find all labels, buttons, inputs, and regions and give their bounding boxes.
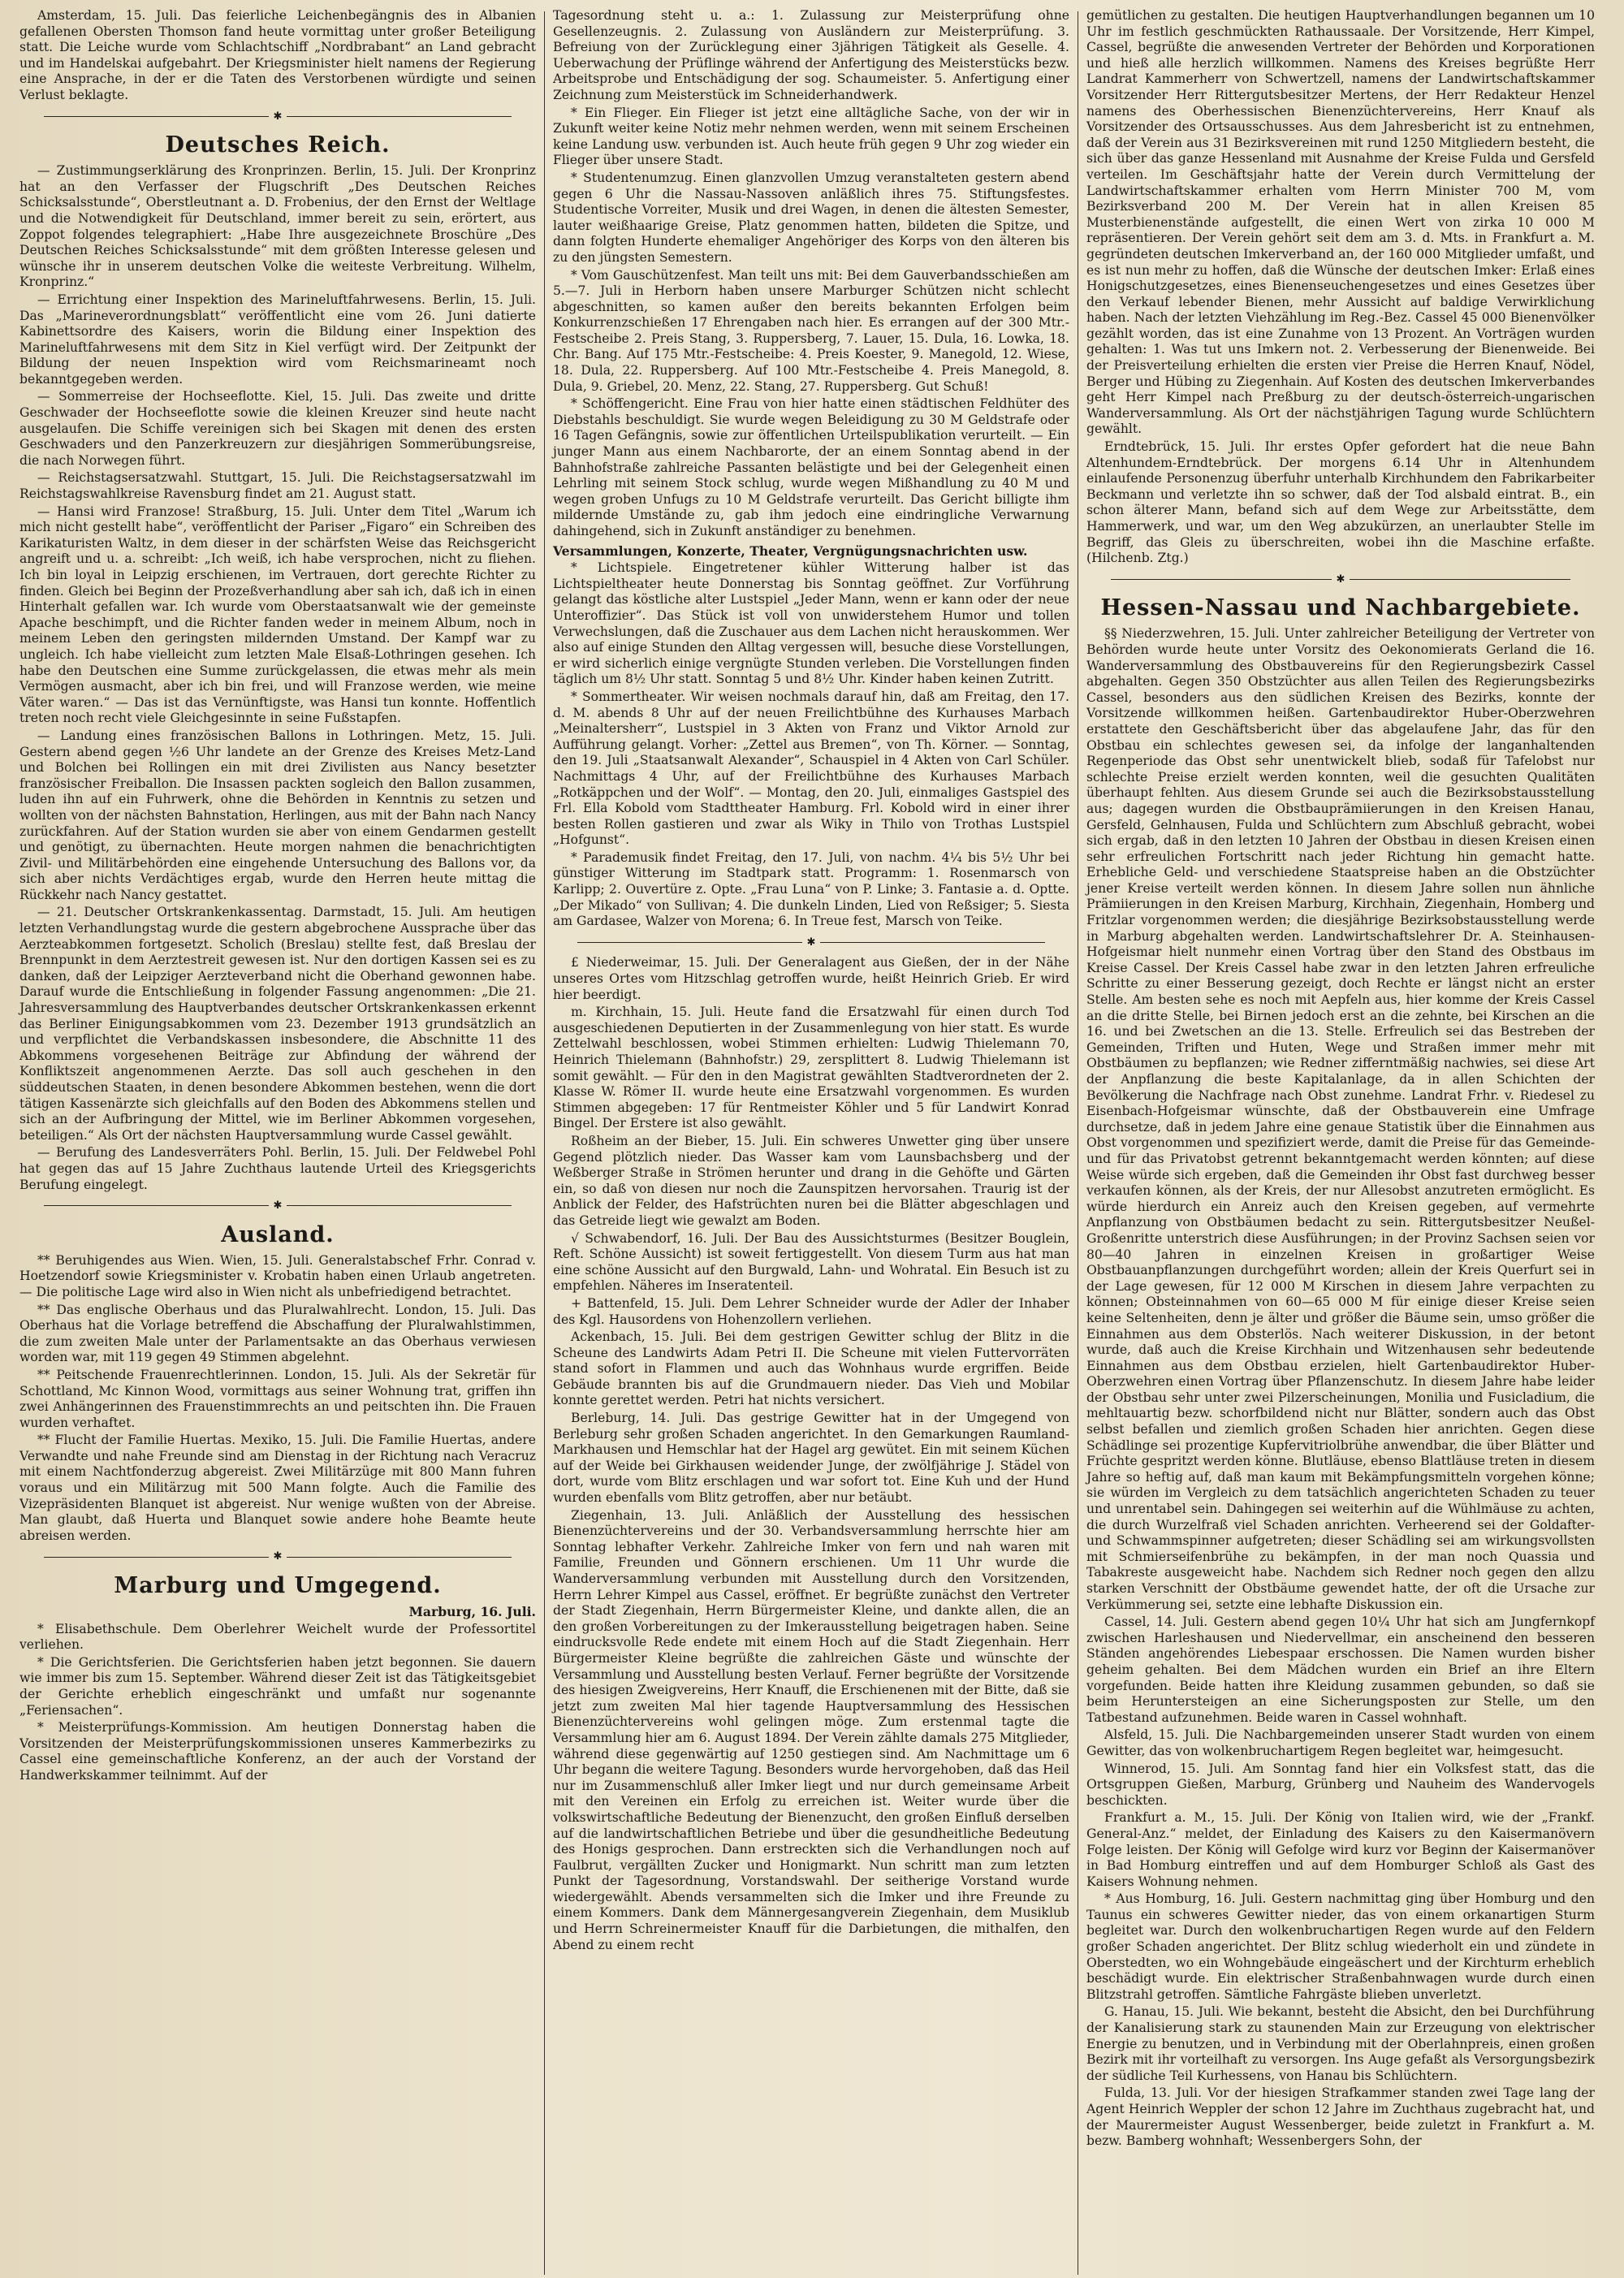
- article-alsfeld: Alsfeld, 15. Juli. Die Nachbargemeinden unserer Stadt wurden von einem Gewitter, das von wolkenbruchartigem Regen begleitet war, heimgesucht.: [1086, 1727, 1595, 1758]
- star-ornament-icon: ✱: [1336, 573, 1345, 586]
- star-ornament-icon: ✱: [806, 936, 816, 949]
- article-marineluftfahrwesen: — Errichtung einer Inspektion des Marineluftfahrwesens. Berlin, 15. Juli. Das „Marineverordnungsblatt“ veröffentlicht eine vom 26. Juni datierte Kabinettsordre des Kaisers, worin die Bildung einer Inspektion des Marineluftfahrwesens mit dem Sitz in Kiel verfügt wird. Der Zeitpunkt der Bildung der neuen Inspektion wird vom Reichsmarineamt noch bekanntgegeben werden.: [19, 292, 536, 387]
- article-huerta: ** Flucht der Familie Huertas. Mexiko, 15. Juli. Die Familie Huertas, andere Verwandte und nahe Freunde sind am Dienstag in der Richtung nach Veracruz mit einem Nachtfonderzug abgereist. Zwei Militärzüge mit 800 Mann fuhren voraus und ein Militärzug mit 500 Mann folgte. Auch die Familie des Vizepräsidenten Blanquet ist abgereist. Nur wenige wußten von der Abreise. Man glaubt, daß Huerta und Blanquet sowie andere hohe Beamte heute abreisen werden.: [19, 1433, 536, 1543]
- article-hanau: G. Hanau, 15. Juli. Wie bekannt, besteht die Absicht, den bei Durchführung der Kanalisierung stark zu staunenden Main zur Erzeugung von elektrischer Energie zu benutzen, und in Verbindung mit der Oberlahnpreis, einen großen Bezirk mit ihr vorteilhaft zu versorgen. Ins Auge gefaßt als Versorgungsbezirk der südliche Teil Kurhessens, von Hanau bis Schlüchtern.: [1086, 2004, 1595, 2083]
- article-wien: ** Beruhigendes aus Wien. Wien, 15. Juli. Generalstabschef Frhr. Conrad v. Hoetzendorf sowie Kriegsminister v. Krobatin haben einen Urlaub angetreten. — Die politische Lage wird also in Wien nicht als unbefriedigend betrachtet.: [19, 1252, 536, 1299]
- article-frankfurt: Frankfurt a. M., 15. Juli. Der König von Italien wird, wie der „Frankf. General-Anz.“ meldet, der Einladung des Kaisers zu den Kaisermanövern Folge leisten. Der König will Gefolge wird kurz vor Beginn der Kaisermanöver in Bad Homburg eintreffen und auf dem Homburger Schloß als Gast des Kaisers Wohnung nehmen.: [1086, 1810, 1595, 1889]
- article-hochseeflotte: — Sommerreise der Hochseeflotte. Kiel, 15. Juli. Das zweite und dritte Geschwader der Hochseeflotte sowie die kleinen Kreuzer sind heute nacht ausgelaufen. Die Schiffe vereinigen sich bei Skagen mit denen des ersten Geschwaders und den Panzerkreuzern zur diesjährigen Sommerübungsreise, die nach Norwegen führt.: [19, 389, 536, 468]
- section-divider: [577, 935, 1045, 951]
- section-heading-ausland: Ausland.: [221, 1221, 335, 1247]
- column-container: [11, 8, 1613, 2278]
- article-gauschuetzenfest: * Vom Gauschützenfest. Man teilt uns mit: Bei dem Gauverbandsschießen am 5.—7. Juli in Herborn haben unsere Marburger Schützen nicht schlecht abgeschnitten, so kamen außer den bereits bekannten Erfolgen beim Konkurrenzschießen 17 Ehrengaben nach hier. Es errangen auf der 300 Mtr.-Festscheibe 2. Preis Stang, 3. Ruppersberg, 7. Lauer, 15. Dula, 16. Lowka, 18. Chr. Bang. Auf 175 Mtr.-Festscheibe: 4. Preis Koester, 9. Manegold, 12. Wiese, 18. Dula, 22. Ruppersberg. Auf 100 Mtr.-Festscheibe 4. Preis Manegold, 8. Dula, 9. Griebel, 20. Menz, 22. Stang, 27. Ruppersberg. Gut Schuß!: [553, 267, 1069, 394]
- article-rossheim: Roßheim an der Bieber, 15. Juli. Ein schweres Unwetter ging über unsere Gegend plötzlich nieder. Das Wasser kam vom Launsbachsberg und der Weßberger Straße in Strömen herunter und drang in die Gehöfte und Gärten ein, so daß von diesen nur noch die Zaunspitzen hervorsahen. Traurig ist der Anblick der Felder, des Hafstrüchten nuren bei die Blätter abgeschlagen und das Getreide liegt wie gewalzt am Boden.: [553, 1133, 1069, 1228]
- article-parademusik: * Parademusik findet Freitag, den 17. Juli, von nachm. 4¼ bis 5½ Uhr bei günstiger Witterung im Stadtpark statt. Programm: 1. Rosenmarsch von Karlipp; 2. Ouvertüre z. Opte. „Frau Luna“ von P. Linke; 3. Fantasie a. d. Optte. „Der Mikado“ von Sullivan; 4. Die dunkeln Linden, Lied von Reßsiger; 5. Siesta am Gardasee, Walzer von Morena; 6. In Treue fest, Marsch von Teike.: [553, 849, 1069, 929]
- article-reichstagsersatzwahl: — Reichstagsersatzwahl. Stuttgart, 15. Juli. Die Reichstagsersatzwahl im Reichstagswahlkreise Ravensburg findet am 21. August statt.: [19, 470, 536, 502]
- article-homburg: * Aus Homburg, 16. Juli. Gestern nachmittag ging über Homburg und den Taunus ein schweres Gewitter nieder, das von einem orkanartigen Sturm begleitet war. Durch den wolkenbruchartigen Regen wurde auf den Feldern großer Schaden angerichtet. Der Blitz schlug wiederholt ein und zündete in Oberstedten, wo ein Wohngebäude eingeäschert und der Kirchturm erheblich beschädigt wurde. Ein elektrischer Straßenbahnwagen wurde durch einen Blitzstrahl getroffen. Sämtliche Fahrgäste blieben unverletzt.: [1086, 1891, 1595, 2002]
- article-gerichtsferien: * Die Gerichtsferien. Die Gerichtsferien haben jetzt begonnen. Sie dauern wie immer bis zum 15. September. Während dieser Zeit ist das Tätigkeitsgebiet der Gerichte erheblich eingeschränkt und umfaßt nur sogenannte „Feriensachen“.: [19, 1654, 536, 1718]
- article-schwabendorf: √ Schwabendorf, 16. Juli. Der Bau des Aussichtsturmes (Besitzer Bouglein, Reft. Schöne Aussicht) ist soweit fertiggestellt. Von diesem Turm aus hat man eine schöne Aussicht auf den Burgwald, Lahn- und Wohratal. Ein Besuch ist zu empfehlen. Näheres im Inseratenteil.: [553, 1230, 1069, 1294]
- star-ornament-icon: ✱: [273, 1200, 283, 1212]
- column-3: [1078, 8, 1611, 2278]
- article-winnerod: Winnerod, 15. Juli. Am Sonntag fand hier ein Volksfest statt, das die Ortsgruppen Gießen, Marburg, Grünberg und Nauheim des Wandervogels beschickten.: [1086, 1761, 1595, 1808]
- star-ornament-icon: ✱: [273, 1550, 283, 1563]
- column-2: [545, 8, 1078, 2278]
- article-meisterpruefung: * Meisterprüfungs-Kommission. Am heutigen Donnerstag haben die Vorsitzenden der Meisterprüfungskommissionen unseres Kammerbezirks zu Cassel eine gemeinschaftliche Konferenz, an der auch der Vorstand der Handwerkskammer teilnimmt. Auf der: [19, 1720, 536, 1783]
- article-tagesordnung: Tagesordnung steht u. a.: 1. Zulassung zur Meisterprüfung ohne Gesellenzeugnis. 2. Zulassung von Ausländern zur Meisterprüfung. 3. Befreiung von der Zurücklegung einer 3jährigen Tätigkeit als Geselle. 4. Ueberwachung der Prüflinge während der Anfertigung des Meisterstücks bezw. Arbeitsprobe und Entschädigung der sog. Schaumeister. 5. Anfertigung einer Zeichnung zum Meisterstück im Schneiderhandwerk.: [553, 8, 1069, 102]
- article-kirchhain: m. Kirchhain, 15. Juli. Heute fand die Ersatzwahl für einen durch Tod ausgeschiedenen Deputierten in der Zusammenlegung von hier statt. Es wurde Zettelwahl beschlossen, wobei Stimmen erhielten: Ludwig Thielemann 70, Heinrich Thielemann (Bahnhofstr.) 29, zersplittert 8. Ludwig Thielemann ist somit gewählt. — Für den in den Magistrat gewählten Stadtverordneten der 2. Klasse W. Römer II. wurde heute eine Ersatzwahl vorgenommen. Es wurden Stimmen abgegeben: 17 für Rentmeister Köhler und 5 für Landwirt Konrad Bingel. Der Erstere ist also gewählt.: [553, 1005, 1069, 1131]
- section-heading-marburg: Marburg und Umgegend.: [114, 1573, 442, 1599]
- article-niederweimar: £ Niederweimar, 15. Juli. Der Generalagent aus Gießen, der in der Nähe unseres Ortes vom Hitzschlag getroffen wurde, heißt Heinrich Grieb. Er wird hier beerdigt.: [553, 955, 1069, 1002]
- article-amsterdam: Amsterdam, 15. Juli. Das feierliche Leichenbegängnis des in Albanien gefallenen Obersten Thomson fand heute vormittag unter großer Beteiligung statt. Die Leiche wurde vom Schlachtschiff „Nordbrabant“ an Land gebracht und im Handelskai aufgebahrt. Der Kriegsminister hielt namens der Regierung eine Ansprache, in der er die Taten des Verstorbenen würdigte und seinen Verlust beklagte.: [19, 8, 536, 102]
- star-ornament-icon: ✱: [273, 110, 283, 123]
- article-oberhaus: ** Das englische Oberhaus und das Pluralwahlrecht. London, 15. Juli. Das Oberhaus hat die Vorlage betreffend die Abschaffung der Pluralwahlstimmen, die zum zweiten Male unter der Parlamentsakte an das Oberhaus verwiesen worden war, mit 119 gegen 49 Stimmen abgelehnt.: [19, 1302, 536, 1365]
- article-battenfeld: + Battenfeld, 15. Juli. Dem Lehrer Schneider wurde der Adler der Inhaber des Kgl. Hausordens von Hohenzollern verliehen.: [553, 1295, 1069, 1327]
- article-frauenrechtlerinnen: ** Peitschende Frauenrechtlerinnen. London, 15. Juli. Als der Sekretär für Schottland, Mc Kinnon Wood, vormittags aus seiner Wohnung trat, griffen ihn zwei Anhängerinnen des Frauenstimmrechts an und peitschten ihn. Die Frauen wurden verhaftet.: [19, 1367, 536, 1430]
- article-ballon: — Landung eines französischen Ballons in Lothringen. Metz, 15. Juli. Gestern abend gegen ½6 Uhr landete an der Grenze des Kreises Metz-Land und Bolchen bei Rollingen ein mit drei Zivilisten aus Nancy besetzter französischer Freiballon. Die Insassen packten sogleich den Ballon zusammen, luden ihn auf ein Fuhrwerk, ohne die Behörden in Kenntnis zu setzen und wollten von der nächsten Bahnstation, Herlingen, aus mit der Bahn nach Nancy zurückfahren. Auf der Station wurden sie aber von einem Gendarmen gestellt und genötigt, zu übernachten. Heute morgen nahmen die benachrichtigten Zivil- und Militärbehörden eine eingehende Untersuchung des Ballons vor, da sich aber nichts Verdächtiges ergab, wurde den Herren heute mittag die Rückkehr nach Nancy gestattet.: [19, 728, 536, 902]
- article-erndtebrueck: Erndtebrück, 15. Juli. Ihr erstes Opfer gefordert hat die neue Bahn Altenhundem-Erndtebrück. Der morgens 6.14 Uhr in Altenhundem einlaufende Personenzug überfuhr unterhalb Kirchhundem den Fabrikarbeiter Beckmann und verletzte ihn so schwer, daß der Tod alsbald eintrat. B., ein schon älterer Mann, befand sich auf dem Wege zur Arbeitsstätte, dem Hammerwerk, und war, um den Weg abzukürzen, an unerlaubter Stelle im Begriff, das Gleis zu überschreiten, wobei ihn die Maschine erfaßte. (Hilchenb. Ztg.): [1086, 439, 1595, 566]
- article-lichtspiele: * Lichtspiele. Eingetretener kühler Witterung halber ist das Lichtspieltheater heute Donnerstag bis Sonntag geöffnet. Zur Vorführung gelangt das köstliche alter Lustspiel „Jeder Mann, wenn er kann oder der neue Unteroffizier“. Das Stück ist voll von unwiderstehem Humor und tollen Verwechslungen, daß die Zuschauer aus dem Lachen nicht herauskommen. Wer also auf einige Stunden den Alltag vergessen will, besuche diese Vorstellungen, er wird sicherlich einige vergnügte Stunden verleben. Die Vorstellungen finden täglich um 8½ Uhr statt. Sonntag 5 und 8½ Uhr. Kinder haben keinen Zutritt.: [553, 560, 1069, 687]
- article-ziegenhain: Ziegenhain, 13. Juli. Anläßlich der Ausstellung des hessischen Bienenzüchtervereins und der 30. Verbandsversammlung herrschte hier am Sonntag lebhafter Verkehr. Zahlreiche Imker von fern und nah waren mit Familie, Freunden und Gönnern erschienen. Um 11 Uhr wurde die Wanderversammlung verbunden mit Ausstellung durch den Vorsitzenden, Herrn Lehrer Kimpel aus Cassel, eröffnet. Er begrüßte zunächst den Vertreter der Stadt Ziegenhain, Herrn Bürgermeister Kleine, und dankte allen, die an den großen Vorbereitungen zu der Imkerausstellung beigetragen haben. Seine eindrucksvolle Rede endete mit einem Hoch auf die Stadt Ziegenhain. Herr Bürgermeister Kleine begrüßte die zahlreichen Gäste und wünschte der Versammlung und Ausstellung besten Verlauf. Ferner begrüßte der Vorsitzende des hiesigen Zweigvereins, Herr Knauff, die Erschienenen mit der Bitte, daß sie jetzt zum zweiten Mal hier tagende Hauptversammlung des Hessischen Bienenzüchtervereins wohl gelingen möge. Zum erstenmal tagte die Versammlung hier am 6. August 1894. Der Verein zählte damals 275 Mitglieder, während diese gegenwärtig auf 1250 gestiegen sind. Am Nachmittage um 6 Uhr begann die weitere Tagung. Besonders wurde hervorgehoben, daß das Heil nur im Zusammenschluß aller Imker liegt und nur durch gemeinsame Arbeit mit den Vereinen ein Erfolg zu erreichen ist. Weiter wurde über die volkswirtschaftliche Bedeutung der Bienenzucht, den großen Einfluß derselben auf die landwirtschaftlichen Betriebe und über die gesundheitliche Bedeutung des Honigs gesprochen. Dann erstreckten sich die Verhandlungen noch auf Faulbrut, vergällten Zucker und Honigmarkt. Nun schritt man zum letzten Punkt der Tagesordnung, Vorstandswahl. Der seitherige Vorstand wurde wiedergewählt. Abends versammelten sich die Imker und ihre Freunde zu einem Kommers. Dank dem Männergesangverein Ziegenhain, dem Musiklub und Herrn Schreinermeister Knauff für die Darbietungen, die mithalfen, den Abend zu einem recht: [553, 1507, 1069, 1952]
- section-divider: [1111, 572, 1570, 588]
- section-divider: [44, 109, 512, 125]
- article-kronprinz: — Zustimmungserklärung des Kronprinzen. Berlin, 15. Juli. Der Kronprinz hat an den Verfasser der Flugschrift „Des Deutschen Reiches Schicksalsstunde“, Oberstleutnant a. D. Frobenius, der den Ernst der Weltlage und die Notwendigkeit für Deutschland, immer bereit zu sein, erörtert, aus Zoppot folgendes telegraphiert: „Habe Ihre ausgezeichnete Broschüre „Des Deutschen Reiches Schicksalsstunde“ mit dem größten Interesse gelesen und wünsche ihr in unserem deutschen Volke die weiteste Verbreitung. Wilhelm, Kronprinz.“: [19, 163, 536, 290]
- article-pohl: — Berufung des Landesverräters Pohl. Berlin, 15. Juli. Der Feldwebel Pohl hat gegen das auf 15 Jahre Zuchthaus lautende Urteil des Kriegsgerichts Berufung eingelegt.: [19, 1145, 536, 1192]
- article-flieger: * Ein Flieger. Ein Flieger ist jetzt eine alltägliche Sache, von der wir in Zukunft weiter keine Notiz mehr nehmen werden, wenn mit seinem Erscheinen keine Landung usw. verbunden ist. Auch heute früh gegen 9 Uhr zog wieder ein Flieger über unsere Stadt.: [553, 105, 1069, 168]
- section-heading-hessen-nassau: Hessen-Nassau und Nachbargebiete.: [1100, 595, 1581, 621]
- section-divider: [44, 1549, 512, 1565]
- article-fulda: Fulda, 13. Juli. Vor der hiesigen Strafkammer standen zwei Tage lang der Agent Heinrich Weppler der schon 12 Jahre im Zuchthaus zugebracht hat, und der Maurermeister August Wessenberger, beide zuletzt in Frankfurt a. M. bezw. Bamberg wohnhaft; Wessenbergers Sohn, der: [1086, 2086, 1595, 2149]
- article-hansi: — Hansi wird Franzose! Straßburg, 15. Juli. Unter dem Titel „Warum ich mich nicht gestellt habe“, veröffentlicht der Pariser „Figaro“ ein Schreiben des Karikaturisten Waltz, in dem dieser in der schärfsten Weise das Reichsgericht angreift und u. a. schreibt: „Ich weiß, ich habe versprochen, nicht zu fliehen. Ich bin loyal in Leipzig erschienen, im Vertrauen, dort gerechte Richter zu finden. Gleich bei Beginn der Prozeßverhandlung aber sah ich, daß ich in einen Hinterhalt gefallen war. Ich wurde vom Oberstaatsanwalt wie der gemeinste Apache beschimpft, und die Richter fanden weder in meinem Album, noch in meinem Leben den geringsten mildernden Umstand. Der Kampf war zu ungleich. Ich habe vielleicht zum letzten Male Elsaß-Lothringen gesehen. Ich habe den Deutschen eine Summe zurückgelassen, die etwas mehr als mein Vermögen ausmacht, aber ich bin frei, und will Franzose werden, wie meine Väter waren.“ — Das ist das Vernünftigste, was Hansi tun konnte. Hoffentlich treten noch recht viele Gleichgesinnte in seine Fußstapfen.: [19, 504, 536, 726]
- article-berleburg: Berleburg, 14. Juli. Das gestrige Gewitter hat in der Umgegend von Berleburg sehr großen Schaden angerichtet. In den Gemarkungen Raumland-Markhausen und Hemschlar hat der Hagel arg gewütet. Ein mit seinem Küchen auf der Weide bei Girkhausen weidender Junge, der zwölfjährige J. Städel von dort, wurde vom Blitz erschlagen und war sofort tot. Eine Kuh und der Hund wurden ebenfalls vom Blitz getroffen, aber nur betäubt.: [553, 1411, 1069, 1506]
- dateline-marburg: Marburg, 16. Juli.: [408, 1604, 536, 1620]
- article-elisabethschule: * Elisabethschule. Dem Oberlehrer Weichelt wurde der Professortitel verliehen.: [19, 1621, 536, 1653]
- section-heading-deutsches-reich: Deutsches Reich.: [165, 132, 391, 158]
- article-ziegenhain-continued: gemütlichen zu gestalten. Die heutigen Hauptverhandlungen begannen um 10 Uhr im festlich geschmückten Rathaussaale. Der Vorsitzende, Herr Kimpel, Cassel, begrüßte die anwesenden Vertreter der Behörden und Korporationen und hieß alle herzlich willkommen. Namens des Kreises begrüßte Herr Landrat Kammerherr von Schwertzell, namens der Landwirtschaftskammer Vorsitzender Herr Rittergutsbesitzer Mertens, der Herr Redakteur Henzel namens des Oberhessischen Bienenzüchtervereins, Herr Knauf als Vorsitzender des Ortsausschusses. Aus dem Jahresbericht ist zu entnehmen, daß der Verein aus 31 Bezirksvereinen mit rund 1250 Mitgliedern besteht, die sich über das ganze Hessenland mit Ausnahme der Kreise Fulda und Gersfeld verteilen. Im Geschäftsjahr hatte der Verein durch Vermittelung der Landwirtschaftskammer erhalten vom Herrn Minister 700 M, vom Bezirksverband 200 M. Der Verein hat in allen Kreisen 85 Musterbienenstände aufgestellt, die einen Wert von zirka 10 000 M repräsentieren. Der Verein gehört seit dem am 3. d. Mts. in Frankfurt a. M. gegründeten deutschen Imkerverband an, der 160 000 Mitglieder umfaßt, und es ist nun mehr zu hoffen, daß die Wünsche der deutschen Imker: Erlaß eines Honigschutzgesetzes, eines Bienenseuchengesetzes und eines Gesetzes über den Verkauf lebender Bienen, mehr Aussicht auf baldige Verwirklichung haben. Nach der letzten Viehzählung im Reg.-Bez. Cassel 45 000 Bienenvölker gezählt worden, das ist eine Zunahme von 13 Prozent. An Vorträgen wurden gehalten: 1. Was tut uns Imkern not. 2. Verbesserung der Bienenweide. Bei der Preisverteilung erhielten die ersten vier Preise die Herren Knauf, Nödel, Berger und Hübing zu Ziegenhain. Auf Kosten des deutschen Imkerverbandes geht Herr Kimpel nach Preßburg zu der deutsch-österreich-ungarischen Wanderversammlung. Als Ort der nächstjährigen Tagung wurde Schlüchtern gewählt.: [1086, 8, 1595, 437]
- article-cassel: Cassel, 14. Juli. Gestern abend gegen 10¼ Uhr hat sich am Jungfernkopf zwischen Harleshausen und Niedervellmar, ein anscheinend den besseren Ständen angehörendes Liebespaar erschossen. Die Namen wurden bisher geheim gehalten. Bei dem Mädchen wurden ein Brief an ihre Eltern vorgefunden. Beide hatten ihre Kleidung zusammen gebunden, so daß sie beim Heruntersteigen an eine Sicherungsposten zur Stelle, um den Tatbestand aufzunehmen. Beide waren in Cassel wohnhaft.: [1086, 1614, 1595, 1725]
- article-niederzwehren: §§ Niederzwehren, 15. Juli. Unter zahlreicher Beteiligung der Vertreter von Behörden wurde heute unter Vorsitz des Oekonomierats Gerland die 16. Wanderversammlung des Obstbauvereins für den Regierungsbezirk Cassel abgehalten. Gegen 350 Obstzüchter aus allen Teilen des Regierungsbezirks Cassel, besonders aus den südlichen Kreisen des Bezirks, konnte der Vorsitzende willkommen heißen. Gartenbaudirektor Huber-Oberzwehren erstattete den Geschäftsbericht über das abgelaufene Jahr, das für den Obstbau ein schlechtes gewesen sei, da infolge der langanhaltenden Regenperiode das Obst sehr unentwickelt blieb, sodaß für Tafelobst nur schlechte Preise erzielt werden konnten, weil die gesuchten Qualitäten überhaupt fehlten. Aus diesem Grunde sei auch die Bezirksobstausstellung aus; dagegen wurden die Obstbauprämiierungen in den Kreisen Hanau, Gersfeld, Gelnhausen, Fulda und Schlüchtern zum Abschluß gebracht, wobei sich ergab, daß in den letzten 10 Jahren der Obstbau in diesen Kreisen einen sehr erfreulichen Fortschritt nach jeder Richtung hin gemacht hatte. Erhebliche Geld- und verschiedene Staatspreise haben an die Obstzüchter jener Kreise verteilt werden können. In diesem Jahre sollen nun ähnliche Prämiierungen in den Kreisen Marburg, Kirchhain, Ziegenhain, Homberg und Fritzlar vorgenommen werden; die diesjährige Bezirksobstausstellung werde in Marburg abgehalten werden. Landwirtschaftslehrer Dr. A. Steinhausen-Hofgeismar hielt nunmehr einen Vortrag über den Stand des Obstbaus im Kreise Cassel. Der Kreis Cassel habe zwar in den letzten Jahren erfreuliche Schritte zu einer Besserung gezeigt, doch Rechte er längst nicht an erster Stelle. Am besten sehe es noch mit Aepfeln aus, hier komme der Kreis Cassel an die dritte Stelle, bei Birnen jedoch erst an die zehnte, bei Kirschen an die 16. und bei Zwetschen an die 13. Stelle. Erfreulich sei das Bestreben der Gemeinden, Triften und Huten, Wege und Straßen immer mehr mit Obstbäumen zu bepflanzen; wie Redner zifferntmäßig nachwies, sei diese Art der Anpflanzung die beste Kapitalanlage, da in allen Schichten der Bevölkerung die Nachfrage nach Obst zunehme. Landrat Frhr. v. Riedesel zu Eisenbach-Hofgeismar wünschte, daß der Obstbauverein eine Umfrage durchsetze, daß in jedem Jahre eine genaue Statistik über die Einnahmen aus Obst vorgenommen und spezifiziert werde, damit die Preise für das Gemeinde- und für das Privatobst getrennt bekanntgemacht werden könnten; auf diese Weise würde sich ergeben, daß die Gemeinden ihr Obst fast durchweg besser verkaufen können, als der Kreis, der nur Allesobst anzutreten ermöglicht. Es würde hierdurch ein Anreiz auch den Kreisen gegeben, auf vermehrte Anpflanzung von Obstbäumen bedacht zu sein. Rittergutsbesitzer Neußel-Großenritte unterstrich diese Ausführungen; in der Provinz Sachsen seien vor 80—40 Jahren in einzelnen Kreisen in großartiger Weise Obstbauanpflanzungen durchgeführt worden; allein der Kreis Querfurt sei in der Lage gewesen, für 12 000 M Kirschen in diesem Jahre verpachten zu können; Obsteinnahmen von 60—65 000 M für einige dieser Kreise seien keine Seltenheiten, denn je älter und größer die Bäume sein, umso größer die Einnahmen aus dem Obsterlös. Nach weiterer Diskussion, in der betont wurde, daß auch die Kreise Kirchhain und Witzenhausen sehr bedeutende Einnahmen aus dem Obstbau erzielen, hielt Gartenbaudirektor Huber-Oberzwehren einen Vortrag über Pflanzenschutz. In diesem Jahre habe leider der Obstbau sehr unter zwei Pilzerscheinungen, Monilia und Fusicladium, die mehltauartig bezw. schorfbildend nicht nur Blätter, sondern auch das Obst selbst befallen und ziemlich großen Schaden hier anrichten. Gegen diese Schädlinge sei prozentige Kupfervitriolbrühe anwendbar, die über Blätter und Früchte gespritzt werden könne. Blutläuse, ebenso Blattläuse treten in diesem Jahre so heftig auf, daß man kaum mit Bekämpfungsmitteln vorgehen könne; sie würden im Vergleich zu dem tatsächlich angerichteten Schaden zu teuer und unrentabel sein. Dahingegen sei weiterhin auf die Wühlmäuse zu achten, die durch Wurzelfraß viel Schaden anrichten. Verheerend sei der Goldafter- und Schwammspinner aufgetreten; dieser Schädling sei am wirkungsvollsten mit Schmierseifenbrühe zu bekämpfen, in der man noch Quassia und Tabakreste ausgeweicht habe. Nachdem sich Redner noch gegen den allzu starken Verschnitt der Obstbäume gewendet hatte, der oft die Ursache zur Verkümmerung sei, setzte eine lebhafte Diskussion ein.: [1086, 626, 1595, 1612]
- article-ortskrankenkassentag: — 21. Deutscher Ortskrankenkassentag. Darmstadt, 15. Juli. Am heutigen letzten Verhandlungstag wurde die gestern abgebrochene Aussprache über das Aerzteabkommen fortgesetzt. Scholich (Breslau) stellte fest, daß Breslau der Brennpunkt in dem Aerztestreit gewesen ist. Nur den dortigen Kassen sei es zu danken, daß der Leipziger Aerzteverband nicht die Oberhand gewonnen habe. Darauf wurde die Entschließung in folgender Fassung angenommen: „Die 21. Jahresversammlung des Hauptverbandes deutscher Ortskrankenkassen erkennt das Berliner Einigungsabkommen vom 23. Dezember 1913 grundsätzlich an und verpflichtet die Verbandskassen insbesondere, die Abschnitte 11 des Abkommens vorgesehenen Beiträge zur Abfindung der während der Konfliktszeit angenommenen Aerzte. Das soll auch geschehen in den süddeutschen Staaten, in denen besondere Abkommen bestehen, wenn die dort tätigen Kassenärzte sich gleichfalls auf den Boden des Abkommens stellen und sich an der Aufbringung der Mittel, wie im Berliner Abkommen vorgesehen, beteiligen.“ Als Ort der nächsten Hauptversammlung wurde Cassel gewählt.: [19, 905, 536, 1143]
- column-1: [11, 8, 544, 2278]
- article-ackenbach: Ackenbach, 15. Juli. Bei dem gestrigen Gewitter schlug der Blitz in die Scheune des Landwirts Adam Petri II. Die Scheune mit vielen Futtervorräten stand sofort in Flammen und auch das Wohnhaus wurde ergriffen. Beide Gebäude brannten bis auf die Grundmauern nieder. Das Vieh und Mobilar konnte gerettet werden. Petri hat nichts versichert.: [553, 1329, 1069, 1408]
- article-sommertheater: * Sommertheater. Wir weisen nochmals darauf hin, daß am Freitag, den 17. d. M. abends 8 Uhr auf der neuen Freilichtbühne des Kurhauses Marbach „Meinaltersherr“, Lustspiel in 3 Akten von Franz und Viktor Arnold zur Aufführung gelangt. Vorher: „Zettel aus Bremen“, von Th. Körner. — Sonntag, den 19. Juli „Staatsanwalt Alexander“, Schauspiel in 4 Akten von Carl Schüler. Nachmittags 4 Uhr, auf der Freilichtbühne des Kurhauses Marbach „Rotkäppchen und der Wolf“. — Montag, den 20. Juli, einmaliges Gastspiel des Frl. Ella Kobold vom Stadttheater Hamburg. Frl. Kobold wird in einer ihrer besten Rollen gastieren und zwar als Wiky in Thilo von Trothas Lustspiel „Hofgunst“.: [553, 689, 1069, 848]
- article-studentenumzug: * Studentenumzug. Einen glanzvollen Umzug veranstalteten gestern abend gegen 6 Uhr die Nassau-Nassoven anläßlich ihres 75. Stiftungsfestes. Studentische Vorreiter, Musik und drei Wagen, in denen die ältesten Semester, lauter weißhaarige Greise, Platz genommen hatten, bildeten die Spitze, und dann folgten Hunderte ehemaliger Angehöriger des Korps von den älteren bis zu den jüngsten Semestern.: [553, 170, 1069, 265]
- article-schoeffengericht: * Schöffengericht. Eine Frau von hier hatte einen städtischen Feldhüter des Diebstahls beschuldigt. Sie wurde wegen Beleidigung zu 30 M Geldstrafe oder 16 Tagen Gefängnis, sowie zur öffentlichen Urteilspublikation verurteilt. — Ein junger Mann aus einem Nachbarorte, der an einem Sonntag abend in der Bahnhofstraße zahlreiche Passanten belästigte und bei der Gelegenheit einen Lehrling mit seinem Stock schlug, wurde wegen Mißhandlung zu 40 M und wegen groben Unfugs zu 10 M Geldstrafe verurteilt. Das Gericht billigte ihm mildernde Umstände zu, gab ihm jedoch eine eindringliche Verwarnung dahingehend, sich in Zukunft anständiger zu benehmen.: [553, 396, 1069, 538]
- section-divider: [44, 1198, 512, 1214]
- subheading-versammlungen: Versammlungen, Konzerte, Theater, Vergnügungsnachrichten usw.: [553, 542, 1028, 559]
